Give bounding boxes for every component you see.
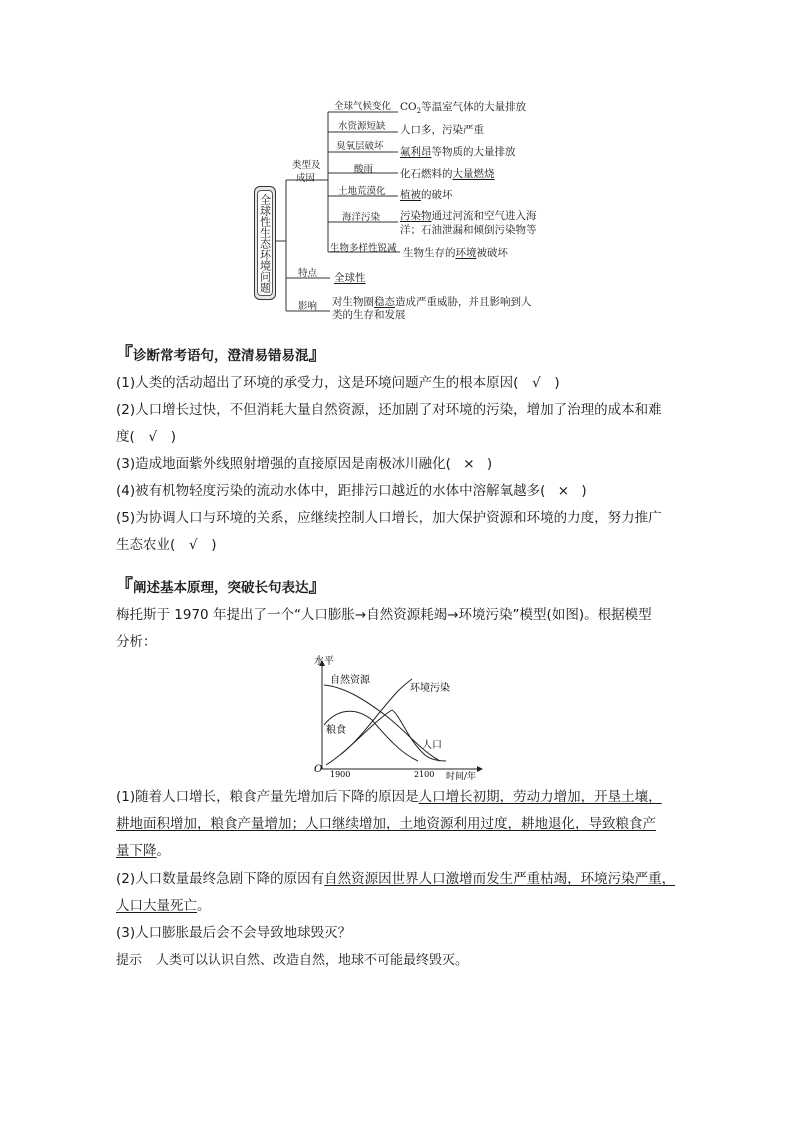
question-2: [116, 866, 675, 920]
cause-biodiversity: [403, 245, 508, 260]
judge-text: (4)被有机物轻度污染的流动水体中，距排污口越近的水体中溶解氧越多(: [116, 483, 546, 499]
q2-answer-part1: 自然资源因世界人口激增而发生严重枯竭，环境污染严重，: [324, 871, 676, 887]
cause-ozone-key: 氟利昂: [400, 146, 432, 158]
cause-climate-sub: 2: [416, 107, 422, 116]
cause-acid-rain-key: 大量燃烧: [452, 168, 495, 180]
q1-answer-part3: 量下降: [116, 843, 157, 859]
series-label-food: 粮食: [326, 725, 346, 736]
effect-line1: [332, 296, 532, 309]
q1-prefix: (1)随着人口增长，粮食产量先增加后下降的原因是: [116, 789, 419, 805]
section1-heading: [115, 344, 327, 364]
judge-text2: 度(: [116, 429, 135, 445]
judge-close: ): [211, 537, 217, 553]
bracket-close-icon: 』: [308, 344, 327, 365]
section2-intro: [116, 602, 652, 656]
judge-item-2: [116, 397, 662, 451]
cause-acid-rain-pre: 化石燃料的: [400, 168, 453, 180]
x-tick-2100: 2100: [414, 770, 435, 779]
q2-end: 。: [197, 898, 211, 914]
q2-line2: [116, 893, 675, 920]
judge-mark: √: [148, 429, 158, 445]
effect-value: [332, 296, 532, 322]
type-ocean: 海洋污染: [342, 212, 381, 223]
series-line-food: [324, 711, 418, 761]
y-axis-label: 水平: [314, 656, 334, 667]
series-label-pollution: 环境污染: [410, 683, 450, 694]
bracket-open-icon: 『: [115, 576, 133, 597]
series-label-population: 人口: [422, 740, 442, 751]
q1-answer-part2: 耕地面积增加，粮食产量增加；人口继续增加，土地资源利用过度，耕地退化，导致粮食产: [116, 816, 656, 832]
type-acid-rain: 酸雨: [354, 164, 374, 175]
type-ozone: 臭氧层破坏: [336, 141, 384, 152]
series-line-pollution: [340, 679, 412, 755]
judge-mark: ×: [463, 456, 475, 472]
type-climate: 全球气候变化: [334, 101, 392, 112]
effect-key: 稳态: [374, 296, 395, 308]
question-3: (3)人口膨胀最后会不会导致地球毁灭？: [116, 925, 352, 941]
cause-desert-rest: 的破坏: [421, 189, 453, 201]
bracket-open-icon: 『: [115, 344, 133, 365]
judge-close: ): [554, 375, 560, 391]
model-chart: [300, 655, 490, 780]
tree-root-label: 全球性生态环境问题: [257, 190, 273, 296]
cause-ozone: [400, 144, 516, 159]
cause-climate-rest: 等温室气体的大量排放: [421, 101, 527, 113]
cause-water: 人口多，污染严重: [400, 124, 484, 136]
cause-bio-pre: 生物生存的: [403, 247, 456, 259]
section1-title: 诊断常考语句，澄清易错易混: [133, 348, 309, 364]
x-tick-1900: 1900: [330, 770, 351, 779]
judge-mark: √: [188, 537, 198, 553]
hint: [116, 947, 468, 974]
judge-item-4: [116, 478, 587, 505]
cause-ocean-line1: [400, 209, 537, 223]
cause-desert: [400, 187, 453, 202]
hint-label: 提示: [116, 953, 143, 968]
branch-feature-label: 特点: [298, 268, 318, 279]
feature-value: 全球性: [334, 272, 366, 284]
tree-lines: [0, 0, 794, 330]
intro-line2: 分析：: [116, 634, 157, 650]
q1-answer-part1: 人口增长初期，劳动力增加，开垦土壤，: [418, 789, 662, 805]
type-desert: 土地荒漠化: [338, 186, 386, 197]
judge-line2: [116, 532, 662, 559]
judge-mark: ×: [557, 483, 570, 499]
cause-desert-key: 植被: [400, 189, 421, 201]
section2-title: 阐述基本原理，突破长句表达: [133, 580, 309, 596]
judge-item-1: [116, 370, 560, 397]
branch-types-label: [292, 159, 321, 185]
hint-text: 人类可以认识自然、改造自然，地球不可能最终毁灭。: [156, 953, 469, 968]
judge-close: ): [486, 456, 493, 472]
origin-label: O: [314, 764, 323, 775]
intro-line1: 梅托斯于 1970 年提出了一个“人口膨胀→自然资源耗竭→环境污染”模型(如图)。根据模型: [116, 607, 652, 623]
judge-text: (5)为协调人口与环境的关系，应继续控制人口增长，加大保护资源和环境的力度，努力推广: [116, 510, 662, 526]
effect-rest: 造成严重威胁，并且影响到人: [395, 296, 532, 308]
q2-line1: [116, 866, 675, 893]
series-line-population: [326, 710, 446, 765]
judge-text: (3)造成地面紫外线照射增强的直接原因是南极冰川融化(: [116, 456, 451, 472]
judge-mark: √: [532, 375, 541, 391]
q1-line1: [116, 784, 662, 811]
cause-ocean-key: 污染物: [400, 210, 432, 222]
q2-answer-part2: 人口大量死亡: [116, 898, 197, 914]
question-1: [116, 784, 662, 865]
bracket-close-icon: 』: [308, 576, 327, 597]
judge-line2: [116, 424, 662, 451]
cause-ocean-rest: 通过河流和空气进入海: [431, 210, 537, 222]
judge-item-5: [116, 505, 662, 559]
cause-acid-rain: [400, 166, 495, 181]
effect-line2: 类的生存和发展: [332, 309, 406, 321]
q1-line3: [116, 838, 662, 865]
judge-text: (2)人口增长过快，不但消耗大量自然资源，还加剧了对环境的污染，增加了治理的成本和难: [116, 402, 662, 418]
q2-prefix: (2)人口数量最终急剧下降的原因有: [116, 871, 325, 887]
cause-bio-key: 环境: [455, 247, 477, 259]
cause-ocean-line2: 洋；石油泄漏和倾倒污染物等: [400, 224, 537, 236]
q1-end: 。: [156, 843, 170, 859]
series-label-resources: 自然资源: [330, 675, 370, 686]
judge-text: (1)人类的活动超出了环境的承受力，这是环境问题产生的根本原因(: [116, 375, 519, 391]
branch-types-line2: 成因: [296, 173, 316, 184]
effect-pre: 对生物圈: [332, 296, 374, 308]
cause-climate: [400, 99, 526, 115]
judge-close: ): [581, 483, 587, 499]
cause-ozone-rest: 等物质的大量排放: [431, 146, 516, 158]
judge-item-3: [116, 451, 492, 478]
type-water: 水资源短缺: [338, 121, 386, 132]
cause-bio-rest: 被破坏: [476, 247, 508, 259]
type-biodiversity: 生物多样性锐减: [330, 243, 397, 254]
section2-heading: [115, 576, 327, 596]
x-axis-label: 时间/年: [446, 772, 477, 780]
judge-text2: 生态农业(: [116, 537, 176, 553]
cause-climate-co: CO: [400, 101, 417, 113]
branch-effect-label: 影响: [298, 301, 318, 312]
branch-types-line1: 类型及: [292, 160, 321, 171]
cause-ocean: [400, 209, 537, 237]
judge-close: ): [170, 429, 177, 445]
